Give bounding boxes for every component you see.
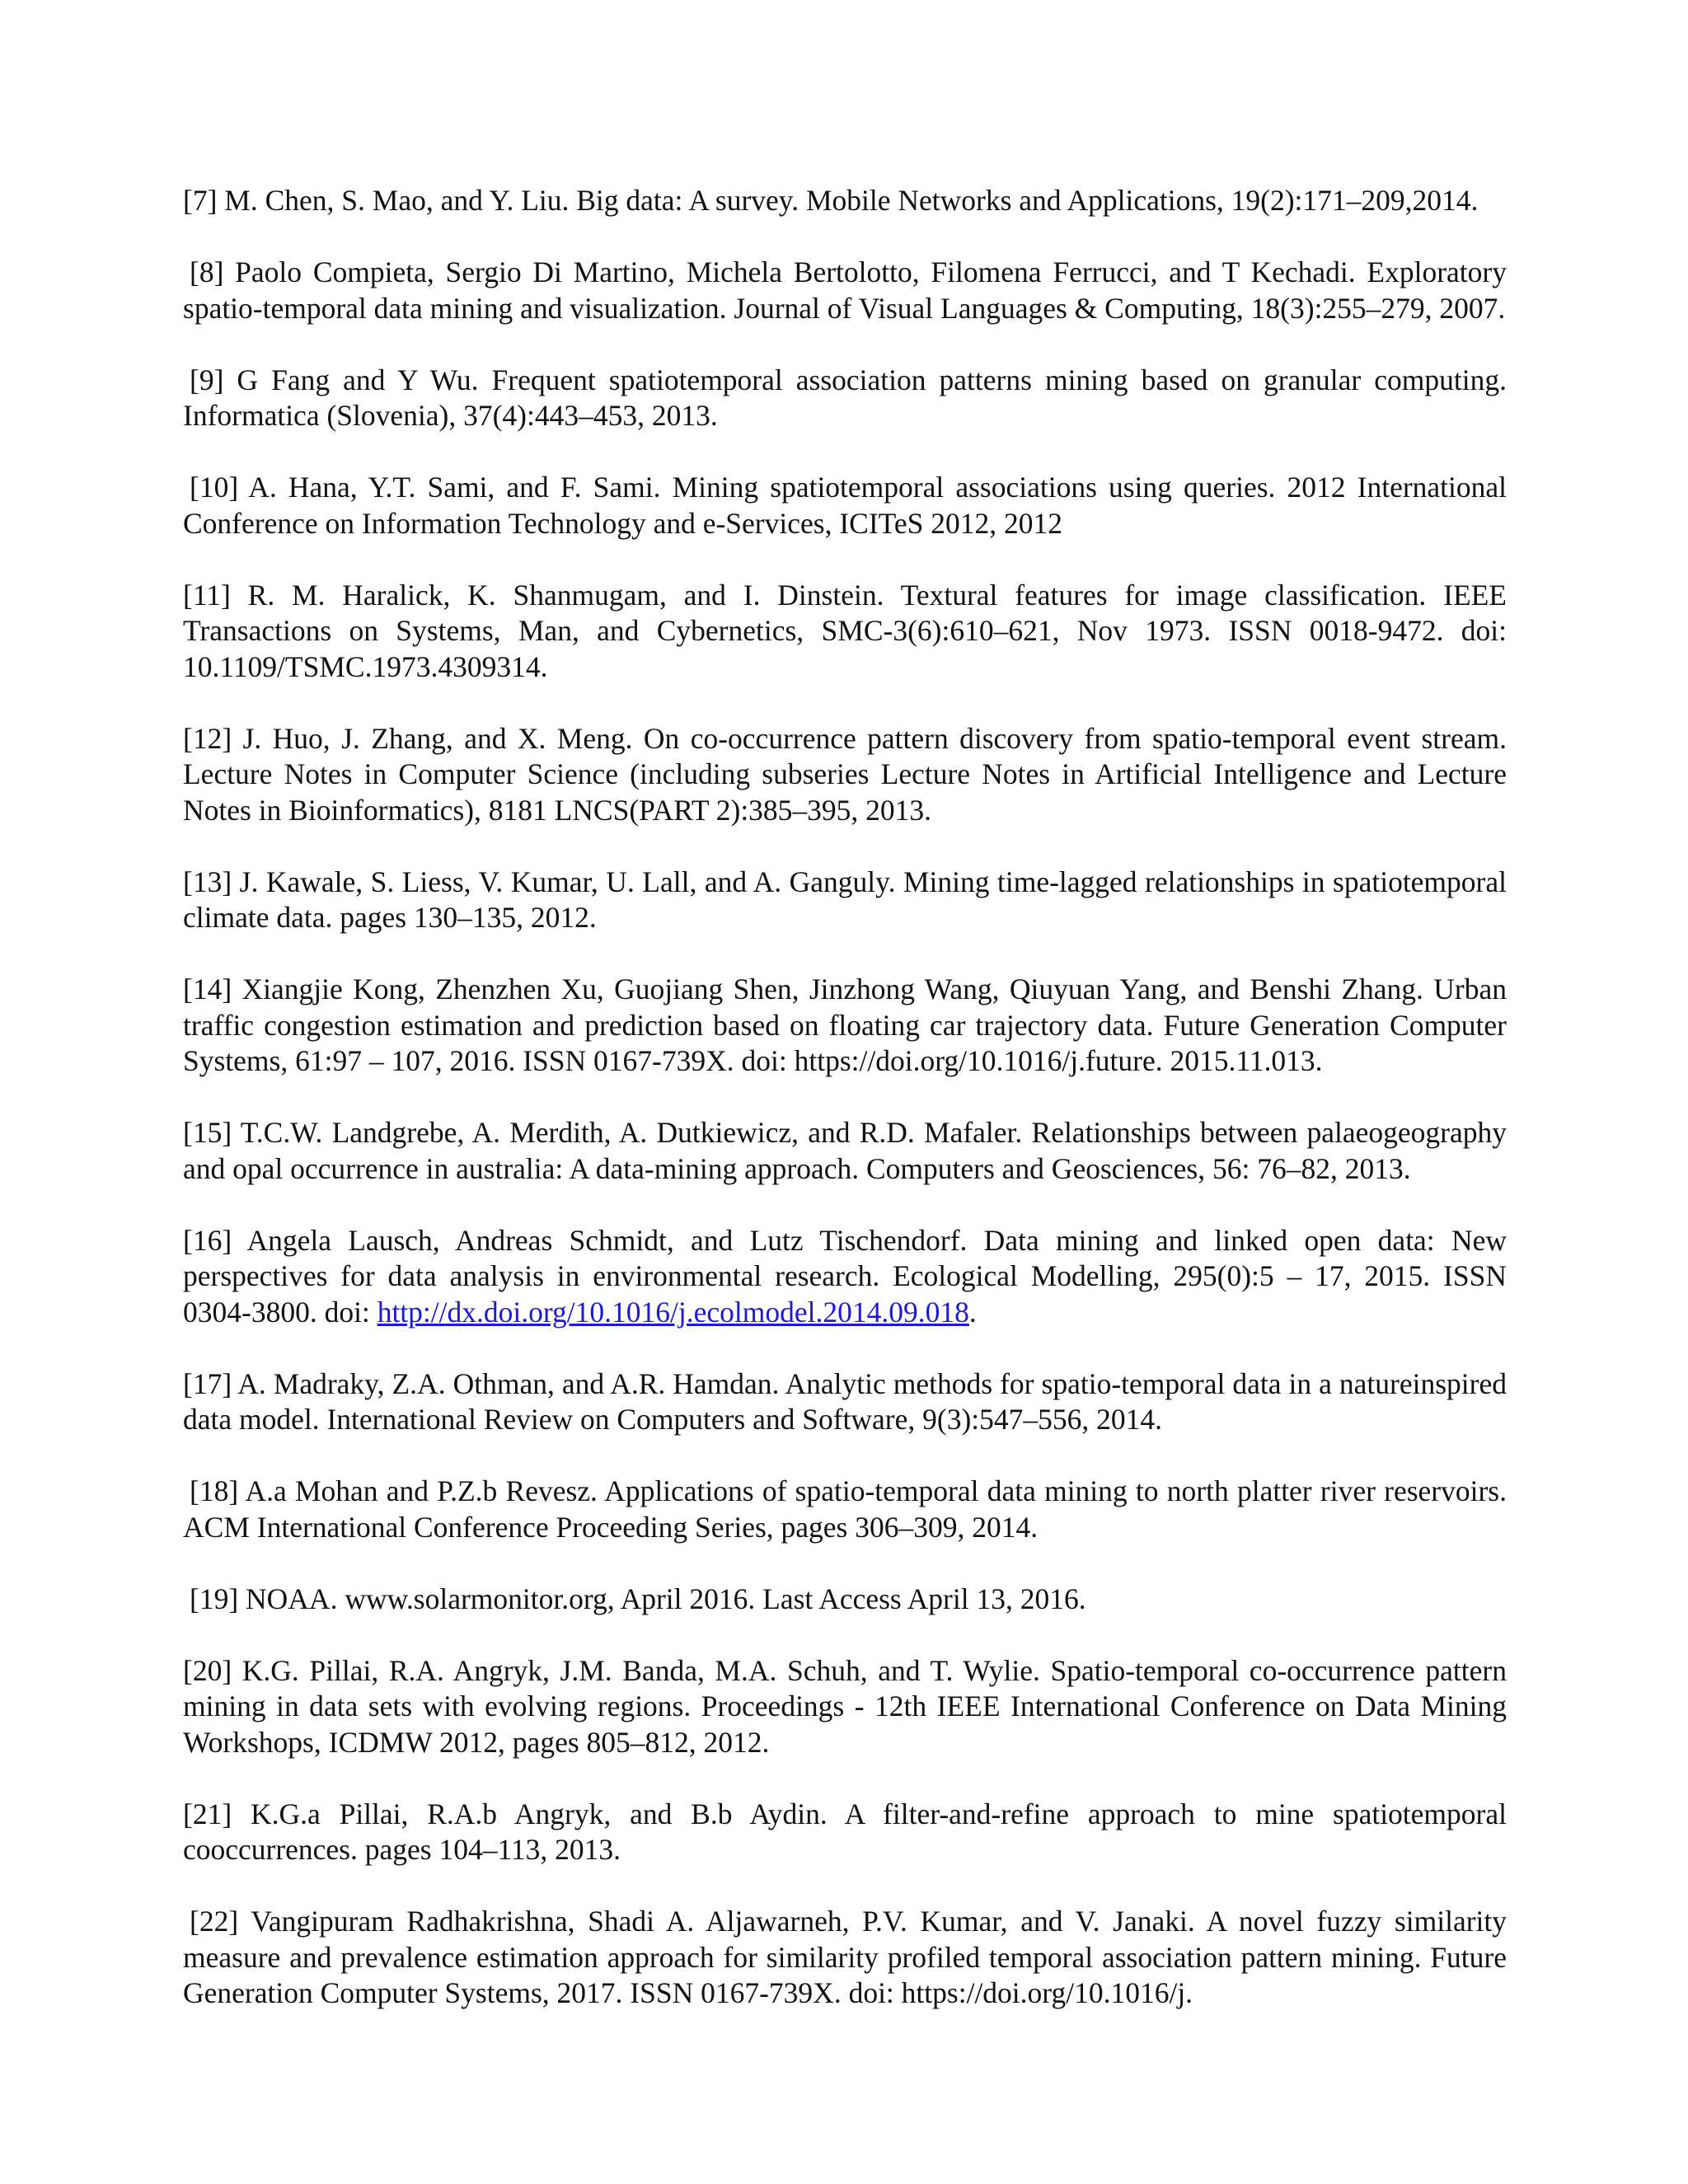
reference-entry — [183, 363, 1507, 434]
reference-entry — [183, 1115, 1507, 1187]
reference-text: [9] G Fang and Y Wu. Frequent spatiotemporal association patterns mining based on granular computing. Informatica (Slovenia), 37(4):443–453, 2013. — [183, 363, 1507, 432]
reference-entry — [183, 578, 1507, 686]
reference-text: [17] A. Madraky, Z.A. Othman, and A.R. Hamdan. Analytic methods for spatio-temporal data in a natureinspired data model. International Review on Computers and Software, 9(3):547–556, 2014. — [183, 1366, 1507, 1436]
reference-entry — [183, 470, 1507, 541]
reference-entry — [183, 865, 1507, 936]
reference-entry — [183, 972, 1507, 1080]
reference-text: [22] Vangipuram Radhakrishna, Shadi A. Aljawarneh, P.V. Kumar, and V. Janaki. A novel fuzzy similarity measure and prevalence estimation approach for similarity profiled temporal association pattern mining. Future Generation Computer Systems, 2017. ISSN 0167-739X. doi: https://doi.org/10.1016/j. — [183, 1905, 1507, 2009]
reference-text: [8] Paolo Compieta, Sergio Di Martino, Michela Bertolotto, Filomena Ferrucci, and T Kechadi. Exploratory spatio-temporal data mining and visualization. Journal of Visual Languages & Computing, 18(3):255–279, 2007. — [183, 255, 1507, 325]
doi-link[interactable]: http://dx.doi.org/10.1016/j.ecolmodel.2014.09.018 — [377, 1295, 969, 1329]
reference-text: [16] Angela Lausch, Andreas Schmidt, and Lutz Tischendorf. Data mining and linked open data: New perspectives for data analysis in environmental research. Ecological Modelling, 295(0):5 – 17, 2015. ISSN 0304-3800. doi: — [183, 1223, 1507, 1329]
reference-text: [12] J. Huo, J. Zhang, and X. Meng. On co-occurrence pattern discovery from spatio-temporal event stream. Lecture Notes in Computer Science (including subseries Lecture Notes in Artificial Intelligence and Lecture Notes in Bioinformatics), 8181 LNCS(PART 2):385–395, 2013. — [183, 721, 1507, 827]
reference-text: [20] K.G. Pillai, R.A. Angryk, J.M. Banda, M.A. Schuh, and T. Wylie. Spatio-temporal co-occurrence pattern mining in data sets with evolving regions. Proceedings - 12th IEEE International Conference on Data Mining Workshops, ICDMW 2012, pages 805–812, 2012. — [183, 1653, 1507, 1759]
reference-entry — [183, 1797, 1507, 1868]
reference-text: [21] K.G.a Pillai, R.A.b Angryk, and B.b Aydin. A filter-and-refine approach to mine spatiotemporal cooccurrences. pages 104–113, 2013. — [183, 1797, 1507, 1866]
reference-entry — [183, 183, 1507, 219]
reference-entry — [183, 1653, 1507, 1761]
reference-text: [7] M. Chen, S. Mao, and Y. Liu. Big data: A survey. Mobile Networks and Applications, 19(2):171–209,2014. — [183, 184, 1479, 217]
reference-text: [13] J. Kawale, S. Liess, V. Kumar, U. Lall, and A. Ganguly. Mining time-lagged relationships in spatiotemporal climate data. pages 130–135, 2012. — [183, 865, 1507, 934]
reference-text: [18] A.a Mohan and P.Z.b Revesz. Applications of spatio-temporal data mining to north platter river reservoirs. ACM International Conference Proceeding Series, pages 306–309, 2014. — [183, 1474, 1507, 1544]
reference-entry — [183, 1223, 1507, 1331]
reference-list — [183, 183, 1507, 2047]
reference-text: [15] T.C.W. Landgrebe, A. Merdith, A. Dutkiewicz, and R.D. Mafaler. Relationships between palaeogeography and opal occurrence in australia: A data-mining approach. Computers and Geosciences, 56: 76–82, 2013. — [183, 1116, 1507, 1185]
reference-text: [19] NOAA. www.solarmonitor.org, April 2016. Last Access April 13, 2016. — [190, 1582, 1086, 1615]
reference-text: [10] A. Hana, Y.T. Sami, and F. Sami. Mining spatiotemporal associations using queries. 2012 International Conference on Information Technology and e-Services, ICITeS 2012, 2012 — [183, 471, 1507, 540]
reference-entry — [183, 255, 1507, 326]
reference-text: [14] Xiangjie Kong, Zhenzhen Xu, Guojiang Shen, Jinzhong Wang, Qiuyuan Yang, and Benshi Zhang. Urban traffic congestion estimation and prediction based on floating car trajectory data. Future Generation Computer Systems, 61:97 – 107, 2016. ISSN 0167-739X. doi: https://doi.org/10.1016/j.future. 2015.11.013. — [183, 972, 1507, 1077]
reference-text: [11] R. M. Haralick, K. Shanmugam, and I. Dinstein. Textural features for image classification. IEEE Transactions on Systems, Man, and Cybernetics, SMC-3(6):610–621, Nov 1973. ISSN 0018-9472. doi: 10.1109/TSMC.1973.4309314. — [183, 578, 1507, 683]
reference-entry — [183, 1366, 1507, 1438]
reference-entry — [183, 721, 1507, 829]
reference-text: . — [968, 1295, 977, 1329]
reference-entry — [183, 1904, 1507, 2012]
reference-entry — [183, 1582, 1507, 1618]
reference-entry — [183, 1474, 1507, 1545]
